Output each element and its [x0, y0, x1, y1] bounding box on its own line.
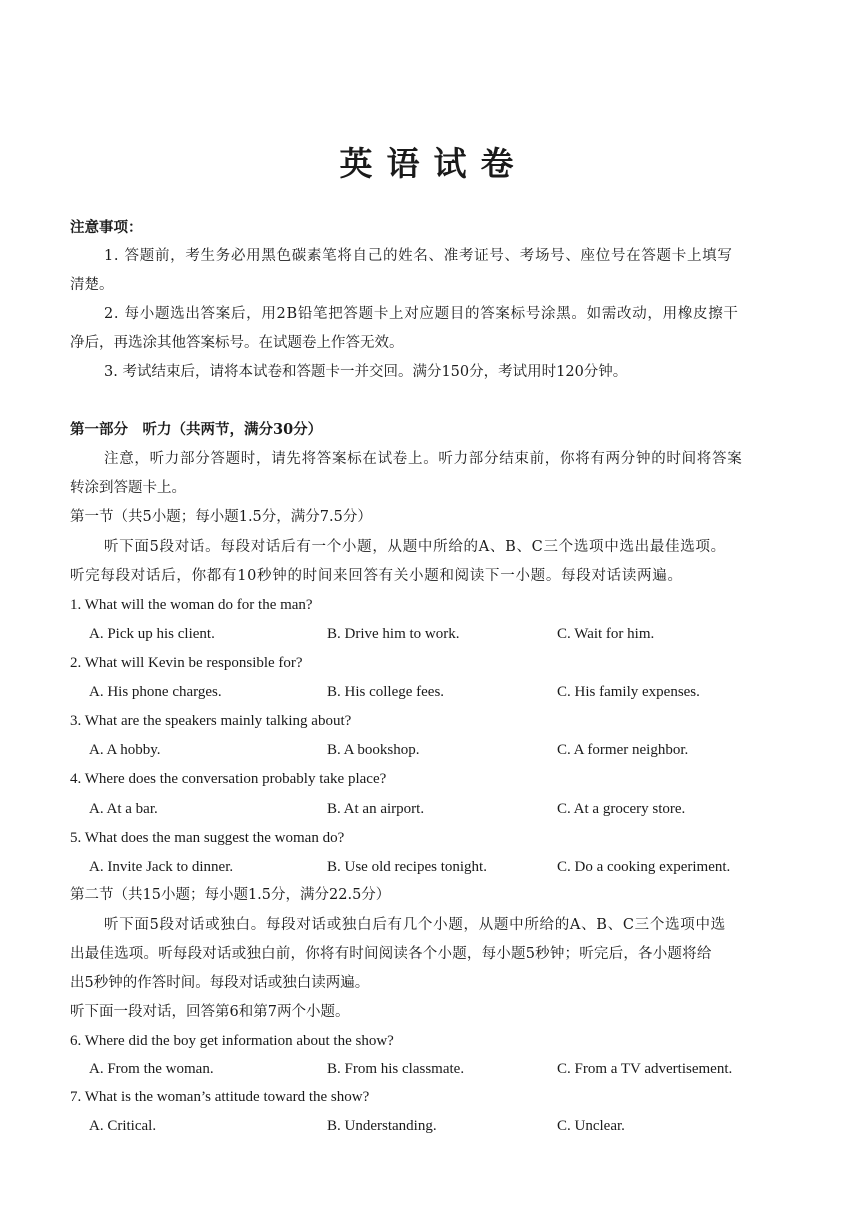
option-b: B. Drive him to work.: [327, 626, 460, 642]
section1-intro-line-1: 听下面5段对话。每段对话后有一个小题，从题中所给的A、B、C三个选项中选出最佳选项。: [104, 539, 726, 555]
option-b: B. His college fees.: [327, 684, 445, 700]
option-c: C. Do a cooking experiment.: [557, 859, 731, 875]
option-c: C. Unclear.: [557, 1118, 625, 1134]
option-a: A. A hobby.: [89, 742, 161, 758]
notice-item-3: 3. 考试结束后，请将本试卷和答题卡一并交回。满分150分，考试用时120分钟。: [104, 364, 628, 380]
option-b: B. A bookshop.: [327, 742, 420, 758]
option-c: C. From a TV advertisement.: [557, 1061, 733, 1077]
option-b: B. From his classmate.: [327, 1061, 465, 1077]
notice-item-2-line-2: 净后，再选涂其他答案标号。在试题卷上作答无效。: [70, 335, 404, 351]
notice-heading: 注意事项：: [70, 219, 143, 236]
option-a: A. His phone charges.: [89, 684, 222, 700]
section1-intro-line-2: 听完每段对话后，你都有10秒钟的时间来回答有关小题和阅读下一小题。每段对话读两遍。: [70, 568, 683, 584]
option-c: C. His family expenses.: [557, 684, 700, 700]
option-a: A. Pick up his client.: [89, 626, 215, 642]
section2-intro-line-3: 出5秒钟的作答时间。每段对话或独白读两遍。: [70, 975, 370, 991]
question-text: 3. What are the speakers mainly talking about?: [70, 713, 352, 729]
section2-intro-line-1: 听下面5段对话或独白。每段对话或独白后有几个小题，从题中所给的A、B、C三个选项中选: [104, 917, 726, 933]
section2-heading: 第二节（共15小题；每小题1.5分，满分22.5分）: [70, 887, 391, 903]
question-text: 7. What is the woman’s attitude toward the show?: [70, 1089, 370, 1105]
section2-intro-line-2: 出最佳选项。听每段对话或独白前，你将有时间阅读各个小题，每小题5秒钟；听完后，各小题将给: [70, 946, 712, 962]
question-text: 1. What will the woman do for the man?: [70, 597, 313, 613]
option-b: B. Understanding.: [327, 1118, 437, 1134]
notice-item-2-line-1: 2. 每小题选出答案后，用2B铅笔把答题卡上对应题目的答案标号涂黑。如需改动，用橡皮擦干: [104, 306, 739, 322]
exam-title: 英语试卷: [339, 144, 528, 183]
question-text: 5. What does the man suggest the woman do?: [70, 830, 345, 846]
option-c: C. At a grocery store.: [557, 801, 686, 817]
option-b: B. Use old recipes tonight.: [327, 859, 487, 875]
notice-item-1-line-2: 清楚。: [70, 277, 114, 293]
option-c: C. A former neighbor.: [557, 742, 689, 758]
option-a: A. At a bar.: [89, 801, 158, 817]
section1-heading: 第一节（共5小题；每小题1.5分，满分7.5分）: [70, 509, 372, 525]
question-text: 4. Where does the conversation probably take place?: [70, 771, 387, 787]
notice-item-1-line-1: 1. 答题前，考生务必用黑色碳素笔将自己的姓名、准考证号、考场号、座位号在答题卡上填写: [104, 248, 733, 264]
option-a: A. Invite Jack to dinner.: [89, 859, 234, 875]
question-text: 2. What will Kevin be responsible for?: [70, 655, 303, 671]
part1-intro-line-1: 注意，听力部分答题时，请先将答案标在试卷上。听力部分结束前，你将有两分钟的时间将答案: [104, 451, 743, 467]
option-c: C. Wait for him.: [557, 626, 655, 642]
group-intro: 听下面一段对话，回答第6和第7两个小题。: [70, 1004, 350, 1020]
option-a: A. From the woman.: [89, 1061, 214, 1077]
option-a: A. Critical.: [89, 1118, 157, 1134]
question-text: 6. Where did the boy get information about the show?: [70, 1033, 394, 1049]
option-b: B. At an airport.: [327, 801, 425, 817]
part1-intro-line-2: 转涂到答题卡上。: [70, 480, 186, 496]
part1-heading: 第一部分 听力（共两节，满分30分）: [70, 421, 323, 438]
